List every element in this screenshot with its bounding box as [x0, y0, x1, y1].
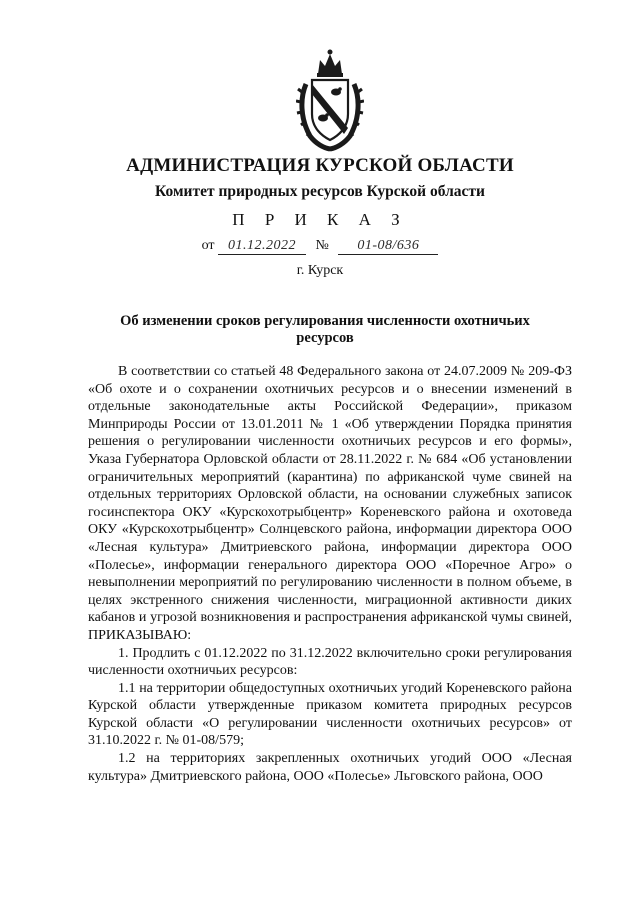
committee-name: Комитет природных ресурсов Курской области: [155, 183, 485, 200]
date-number-line: [0, 238, 640, 255]
item-1-2-paragraph: 1.2 на территориях закрепленных охотничьих угодий ООО «Лесная культура» Дмитриевского района, ООО «Полесье» Льговского района, ООО: [88, 751, 572, 784]
number-prefix: №: [315, 238, 329, 253]
order-subject: Об изменении сроков регулирования численности охотничьих ресурсов: [120, 313, 530, 346]
item-1-paragraph: 1. Продлить с 01.12.2022 по 31.12.2022 включительно сроки регулирования численности охотничьих ресурсов:: [88, 645, 572, 679]
order-body: [88, 363, 572, 785]
document-type: П Р И К А З: [232, 210, 408, 229]
preamble-paragraph: В соответствии со статьей 48 Федерального закона от 24.07.2009 № 209-ФЗ «Об охоте и о сохранении охотничьих ресурсов и о внесении изменений в отдельные законодательные акты Российской Федерации», приказом Минприроды России от 13.01.2011 № 1 «Об утверждении Порядка принятия решения о регулировании численности охотничьих ресурсов и его формы», Указа Губернатора Орловской области от 28.11.2022 г. № 684 «Об установлении ограничительных мероприятий (карантина) по африканской чуме свиней на отдельных территориях Орловской области, на основании служебных записок госинспектора ОКУ «Курскохотрыбцентр» Кореневского района и охотоведа ОКУ «Курскохотрыбцентр» Солнцевского района, информации директора ООО «Лесная культура» Дмитриевского района, информации директора ООО «Полесье», информации генерального директора ООО «Поречное Агро» о невыполнении мероприятий по регулированию численности в полном объеме, в целях экстренного снижения численности, миграционной активности диких кабанов и угрозой возникновения и распространения африканской чумы свиней, ПРИКАЗЫВАЮ:: [88, 364, 572, 643]
date-prefix: от: [201, 238, 215, 253]
administration-title: АДМИНИСТРАЦИЯ КУРСКОЙ ОБЛАСТИ: [126, 155, 514, 176]
handwritten-date: 01.12.2022: [218, 238, 306, 255]
kursk-coat-of-arms-icon: [296, 48, 364, 152]
city: г. Курск: [296, 263, 344, 278]
item-1-1-paragraph: 1.1 на территории общедоступных охотничьих угодий Кореневского района Курской области утвержденные приказом комитета природных ресурсов Курской области «О регулировании численности охотничьих ресурсов» от 31.10.2022 г. № 01-08/579;: [88, 680, 572, 749]
handwritten-number: 01-08/636: [338, 238, 438, 255]
